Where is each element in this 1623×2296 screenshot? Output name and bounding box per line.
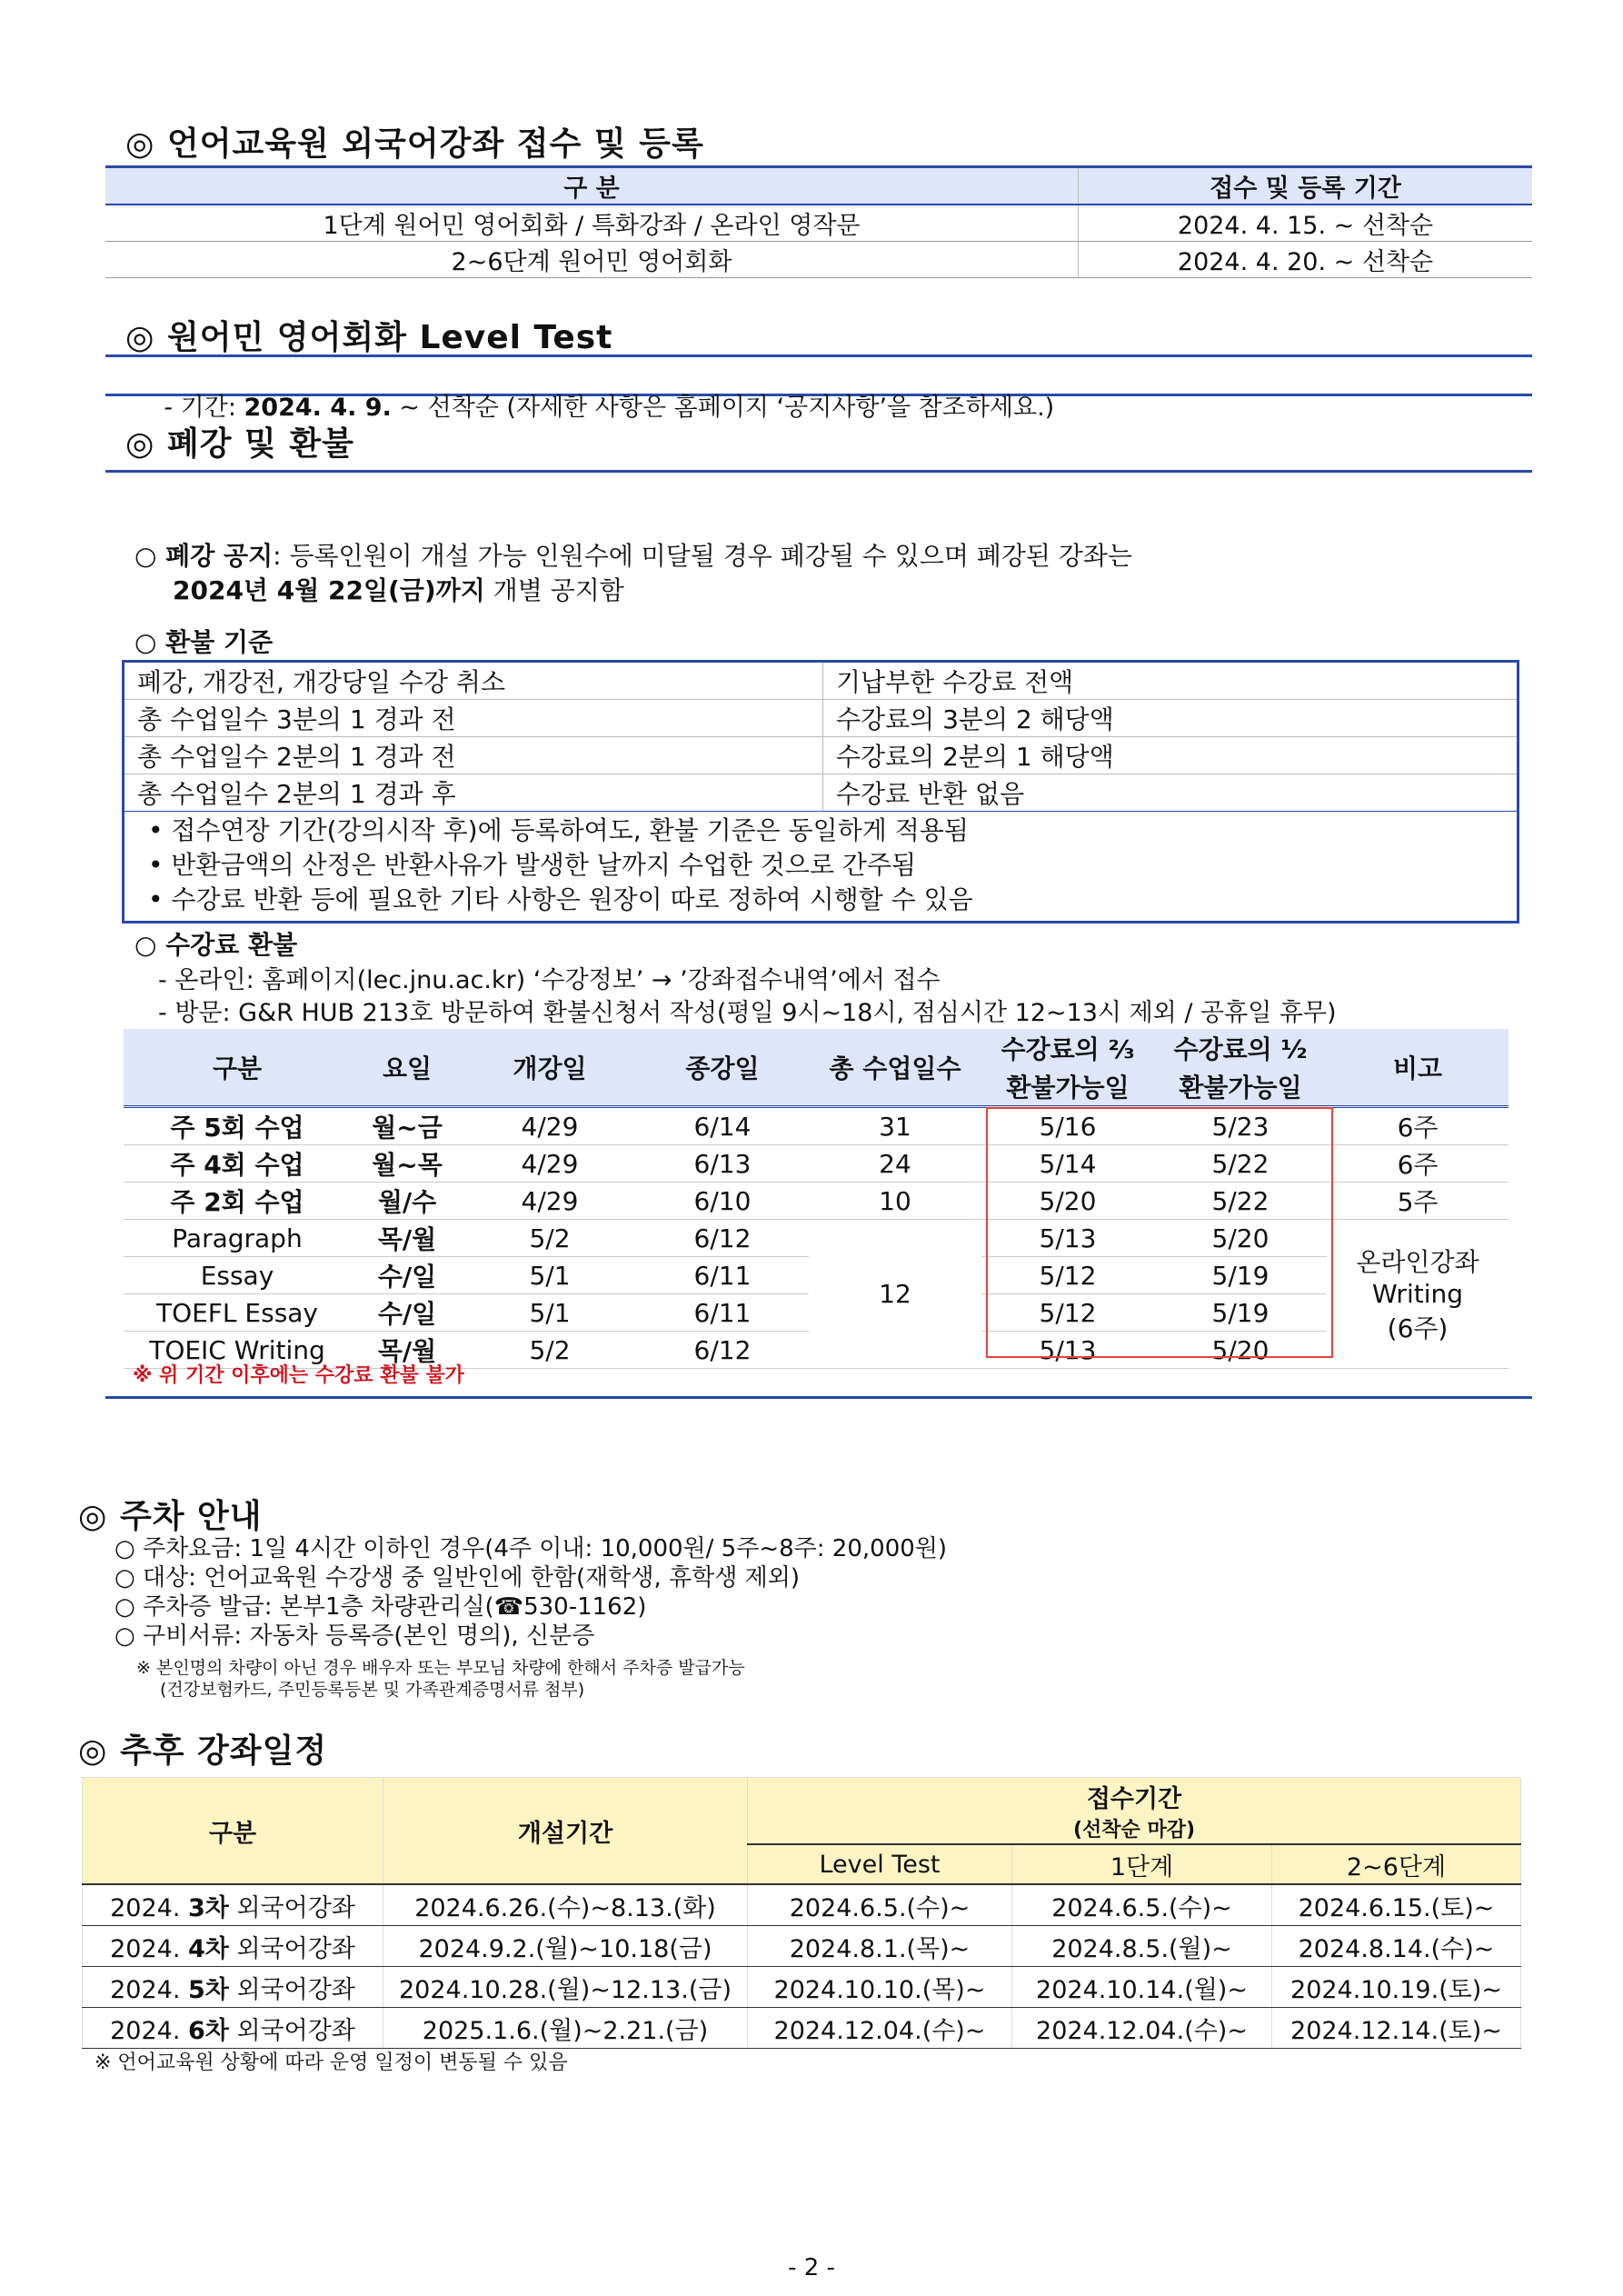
sched-cell: 5/12 — [981, 1257, 1154, 1294]
table-row — [83, 1884, 1521, 1926]
sched-cell: 6주 — [1327, 1145, 1508, 1183]
level-test-date: 2024. 4. 9. — [244, 394, 392, 422]
parking-note-1: ※ 본인명의 차량이 아닌 경우 배우자 또는 부모님 차량에 한해서 주차증 발급가능 — [136, 1658, 745, 1678]
future-course-part: 외국어강좌 — [228, 1975, 355, 2004]
table-row — [83, 1967, 1521, 2008]
sched-cell: 4/29 — [463, 1145, 636, 1183]
future-course — [83, 1884, 383, 1926]
refund-amount: 기납부한 수강료 전액 — [823, 663, 1518, 700]
future-course-part: 2024. — [110, 2016, 188, 2045]
sched-cell: 5/13 — [981, 1332, 1154, 1369]
future-cell: 2024.6.5.(수)~ — [748, 1884, 1012, 1926]
sched-cell: Paragraph — [124, 1220, 351, 1257]
future-cell: 2024.6.26.(수)~8.13.(화) — [383, 1884, 748, 1926]
sched-cell: Essay — [124, 1257, 351, 1294]
list-item: ○ 대상: 언어교육원 수강생 중 일반인에 한함(재학생, 휴학생 제외) — [115, 1564, 801, 1592]
sched-cell: 5/20 — [981, 1183, 1154, 1220]
sched-cell: 6/14 — [636, 1107, 809, 1145]
list-item: ○ 주차요금: 1일 4시간 이하인 경우(4주 이내: 10,000원/ 5주~8주: 20,000원) — [115, 1535, 948, 1562]
sched-cell: 5/2 — [463, 1332, 636, 1369]
future-head-reg: 접수기간 — [1086, 1785, 1182, 1813]
sched-cell: 5/19 — [1154, 1294, 1327, 1332]
sched-head: 요일 — [351, 1029, 463, 1107]
closing-notice — [134, 536, 1132, 573]
list-item: ○ 주차증 발급: 본부1층 차량관리실(☎530-1162) — [115, 1593, 647, 1621]
future-course-part: 6차 — [188, 2016, 229, 2045]
tuition-refund-title: ○ 수강료 환불 — [134, 930, 298, 960]
refund-cond: 폐강, 개강전, 개강당일 수강 취소 — [124, 663, 823, 700]
section5-title: ◎ 추후 강좌일정 — [78, 1732, 328, 1770]
refund-note: • 반환금액의 산정은 반환사유가 발생한 날까지 수업한 것으로 간주됨 — [148, 850, 917, 880]
sched-cell: 주 4회 수업 — [124, 1145, 351, 1183]
reg-head-period: 접수 및 등록 기간 — [1079, 167, 1533, 205]
sched-cell: 목/월 — [351, 1332, 463, 1369]
closing-tail: 개별 공지함 — [484, 575, 624, 605]
sched-cell: 5/20 — [1154, 1220, 1327, 1257]
list-item: ○ 구비서류: 자동차 등록증(본인 명의), 신분증 — [115, 1622, 595, 1650]
future-course — [83, 1926, 383, 1967]
sched-cell: 4/29 — [463, 1183, 636, 1220]
level-test-line — [105, 354, 1532, 422]
sched-cell: 5/14 — [981, 1145, 1154, 1183]
future-course-part: 2024. — [110, 1975, 188, 2004]
table-row — [124, 700, 1517, 737]
future-course-part: 2024. — [110, 1934, 188, 1963]
sched-cell: 5/16 — [981, 1107, 1154, 1145]
sched-cell: 5/20 — [1154, 1332, 1327, 1369]
reg-cell: 2~6단계 원어민 영어회화 — [105, 242, 1079, 278]
future-cell: 2024.12.14.(토)~ — [1272, 2008, 1521, 2049]
section2-title: ◎ 원어민 영어회화 Level Test — [125, 319, 613, 356]
sched-cell: 5/22 — [1154, 1183, 1327, 1220]
closing-date: 2024년 4월 22일(금)까지 — [173, 575, 485, 605]
sched-cell: 5/2 — [463, 1220, 636, 1257]
sched-cell: 4/29 — [463, 1107, 636, 1145]
table-row — [83, 2008, 1521, 2049]
future-cell: 2025.1.6.(월)~2.21.(금) — [383, 2008, 748, 2049]
future-cell: 2024.8.14.(수)~ — [1272, 1926, 1521, 1967]
tuition-visit: - 방문: G&R HUB 213호 방문하여 환불신청서 작성(평일 9시~18시, 점심시간 12~13시 제외 / 공휴일 휴무) — [158, 999, 1337, 1027]
future-cell: 2024.10.19.(토)~ — [1272, 1967, 1521, 2008]
sched-cell: 5/1 — [463, 1257, 636, 1294]
table-row — [105, 205, 1532, 242]
online-note-line: Writing — [1372, 1279, 1463, 1309]
sched-cell: 월~목 — [351, 1145, 463, 1183]
sched-head: 수강료의 ½ — [1154, 1029, 1327, 1067]
sched-cell: 주 2회 수업 — [124, 1183, 351, 1220]
future-cell: 2024.10.14.(월)~ — [1012, 1967, 1272, 2008]
level-test-post: ~ 선착순 (자세한 사항은 홈페이지 ‘공지사항’을 참조하세요.) — [391, 394, 1055, 422]
section3-title: ◎ 폐강 및 환불 — [105, 418, 1532, 473]
sched-cell: 5/13 — [981, 1220, 1154, 1257]
closing-text: : 등록인원이 개설 가능 인원수에 미달될 경우 폐강될 수 있으며 폐강된 강좌는 — [273, 541, 1132, 571]
tuition-online: - 온라인: 홈페이지(lec.jnu.ac.kr) ‘수강정보’ → ’강좌접수내역’에서 접수 — [158, 966, 941, 994]
refund-standard-title: ○ 환불 기준 — [134, 627, 274, 657]
table-row — [124, 774, 1517, 812]
refund-note: • 수강료 반환 등에 필요한 기타 사항은 원장이 따로 정하여 시행할 수 있음 — [148, 884, 973, 914]
future-head-type: 구분 — [83, 1778, 383, 1885]
sched-cell: 24 — [809, 1145, 981, 1183]
sched-cell: 월~금 — [351, 1107, 463, 1145]
sched-cell: 월/수 — [351, 1183, 463, 1220]
future-course-part: 4차 — [188, 1934, 229, 1963]
sched-head: 총 수업일수 — [809, 1029, 981, 1107]
sched-cell: 5/22 — [1154, 1145, 1327, 1183]
sched-cell: 5/12 — [981, 1294, 1154, 1332]
refund-cond: 총 수업일수 2분의 1 경과 전 — [124, 737, 823, 774]
section3-bottom-rule — [105, 1396, 1532, 1399]
future-head-sub: 1단계 — [1012, 1844, 1272, 1884]
future-head-reg-sub: (선착순 마감) — [1072, 1819, 1196, 1842]
table-row — [83, 1926, 1521, 1967]
refund-amount: 수강료의 3분의 2 해당액 — [823, 700, 1518, 737]
sched-cell: 6/11 — [636, 1294, 809, 1332]
section1-title: ◎ 언어교육원 외국어강좌 접수 및 등록 — [125, 125, 704, 163]
sched-cell: 6주 — [1327, 1107, 1508, 1145]
table-row — [124, 737, 1517, 774]
refund-cond: 총 수업일수 2분의 1 경과 후 — [124, 774, 823, 812]
level-test-pre: - 기간: — [164, 394, 244, 422]
sched-cell: TOEFL Essay — [124, 1294, 351, 1332]
sched-cell: 주 5회 수업 — [124, 1107, 351, 1145]
sched-cell: 수/일 — [351, 1294, 463, 1332]
future-course-part: 외국어강좌 — [228, 1934, 355, 1963]
parking-note-2: (건강보험카드, 주민등록등본 및 가족관계증명서류 첨부) — [160, 1680, 585, 1700]
refund-date-highlight — [986, 1107, 1333, 1358]
sched-cell: 6/11 — [636, 1257, 809, 1294]
page-number: - 2 - — [788, 2254, 835, 2281]
refund-amount: 수강료의 2분의 1 해당액 — [823, 737, 1518, 774]
online-note — [1327, 1220, 1508, 1369]
sched-cell: 5주 — [1327, 1183, 1508, 1220]
sched-cell: 5/19 — [1154, 1257, 1327, 1294]
online-note-line: (6주) — [1387, 1313, 1449, 1343]
future-course — [83, 1967, 383, 2008]
closing-date-line — [173, 571, 624, 607]
refund-cond: 총 수업일수 3분의 1 경과 전 — [124, 700, 823, 737]
sched-cell: 31 — [809, 1107, 981, 1145]
section4-title: ◎ 주차 안내 — [78, 1498, 263, 1535]
future-course-part: 외국어강좌 — [228, 1893, 355, 1922]
future-head-sub: Level Test — [748, 1844, 1012, 1884]
sched-head: 환불가능일 — [981, 1067, 1154, 1107]
sched-cell: TOEIC Writing — [124, 1332, 351, 1369]
future-note: ※ 언어교육원 상황에 따라 운영 일정이 변동될 수 있음 — [95, 2051, 568, 2074]
future-course-part: 3차 — [188, 1893, 229, 1922]
future-cell: 2024.10.10.(목)~ — [748, 1967, 1012, 2008]
sched-cell: 수/일 — [351, 1257, 463, 1294]
sched-head: 구분 — [124, 1029, 351, 1107]
online-days: 12 — [809, 1220, 981, 1369]
sched-head: 종강일 — [636, 1029, 809, 1107]
sched-cell: 목/월 — [351, 1220, 463, 1257]
sched-head: 환불가능일 — [1154, 1067, 1327, 1107]
future-cell: 2024.9.2.(월)~10.18(금) — [383, 1926, 748, 1967]
future-cell: 2024.6.15.(토)~ — [1272, 1884, 1521, 1926]
registration-table — [105, 165, 1532, 278]
future-course-part: 5차 — [188, 1975, 229, 2004]
refund-standard-box — [122, 660, 1519, 923]
reg-head-type: 구 분 — [105, 167, 1079, 205]
sched-cell: 10 — [809, 1183, 981, 1220]
online-note-line: 온라인강좌 — [1356, 1247, 1479, 1277]
sched-cell: 6/12 — [636, 1220, 809, 1257]
refund-note: • 접수연장 기간(강의시작 후)에 등록하여도, 환불 기준은 동일하게 적용됨 — [148, 815, 969, 845]
future-course-part: 2024. — [110, 1893, 188, 1922]
sched-cell: 5/1 — [463, 1294, 636, 1332]
table-row — [105, 242, 1532, 278]
future-cell: 2024.6.5.(수)~ — [1012, 1884, 1272, 1926]
future-head-sub: 2~6단계 — [1272, 1844, 1521, 1884]
sched-cell: 6/13 — [636, 1145, 809, 1183]
future-cell: 2024.8.5.(월)~ — [1012, 1926, 1272, 1967]
sched-head: 비고 — [1327, 1029, 1508, 1107]
future-schedule-table — [82, 1777, 1521, 2049]
sched-head: 개강일 — [463, 1029, 636, 1107]
parking-list — [115, 1534, 947, 1651]
table-row — [124, 663, 1517, 700]
future-course-part: 외국어강좌 — [228, 2016, 355, 2045]
future-cell: 2024.12.04.(수)~ — [748, 2008, 1012, 2049]
future-cell: 2024.8.1.(목)~ — [748, 1926, 1012, 1967]
refund-notes — [124, 812, 1517, 921]
sched-cell: 6/12 — [636, 1332, 809, 1369]
reg-cell: 1단계 원어민 영어회화 / 특화강좌 / 온라인 영작문 — [105, 205, 1079, 242]
refund-red-note: ※ 위 기간 이후에는 수강료 환불 불가 — [133, 1364, 464, 1387]
sched-head: 수강료의 ⅔ — [981, 1029, 1154, 1067]
sched-cell: 6/10 — [636, 1183, 809, 1220]
future-head-period: 개설기간 — [383, 1778, 748, 1885]
future-course — [83, 2008, 383, 2049]
future-cell: 2024.12.04.(수)~ — [1012, 2008, 1272, 2049]
closing-label: ○ 폐강 공지 — [134, 541, 274, 571]
refund-amount: 수강료 반환 없음 — [823, 774, 1518, 812]
future-cell: 2024.10.28.(월)~12.13.(금) — [383, 1967, 748, 2008]
reg-cell: 2024. 4. 20. ~ 선착순 — [1079, 242, 1533, 278]
reg-cell: 2024. 4. 15. ~ 선착순 — [1079, 205, 1533, 242]
sched-cell: 5/23 — [1154, 1107, 1327, 1145]
